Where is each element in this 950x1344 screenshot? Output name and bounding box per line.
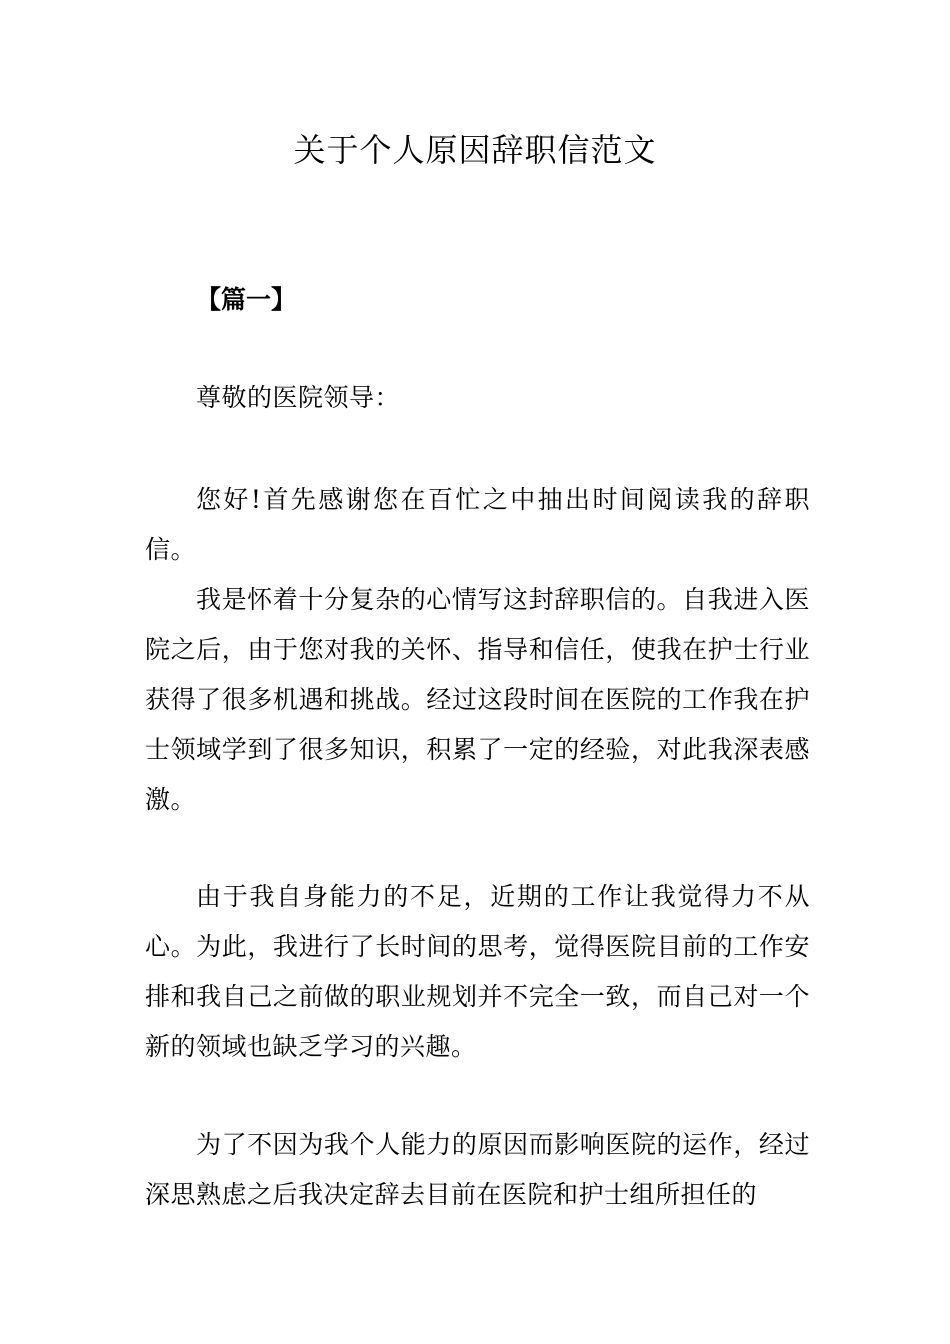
paragraph-decision: 为了不因为我个人能力的原因而影响医院的运作，经过深思熟虑之后我决定辞去目前在医院和护士组所担任的 <box>145 1130 810 1209</box>
document-title: 关于个人原因辞职信范文 <box>293 131 657 169</box>
letter-greeting: 尊敬的医院领导： <box>196 383 401 412</box>
paragraph-reason: 由于我自身能力的不足，近期的工作让我觉得力不从心。为此，我进行了长时间的思考，觉得医院目前的工作安排和我自己之前做的职业规划并不完全一致，而自己对一个新的领域也缺乏学习的兴趣。 <box>145 882 810 1061</box>
paragraph-gratitude: 我是怀着十分复杂的心情写这封辞职信的。自我进入医院之后，由于您对我的关怀、指导和信任，使我在护士行业获得了很多机遇和挑战。经过这段时间在医院的工作我在护士领域学到了很多知识，积累了一定的经验，对此我深表感激。 <box>145 585 810 814</box>
section-label: 【篇一】 <box>196 285 297 314</box>
paragraph-thanks: 您好!首先感谢您在百忙之中抽出时间阅读我的辞职信。 <box>145 485 810 564</box>
